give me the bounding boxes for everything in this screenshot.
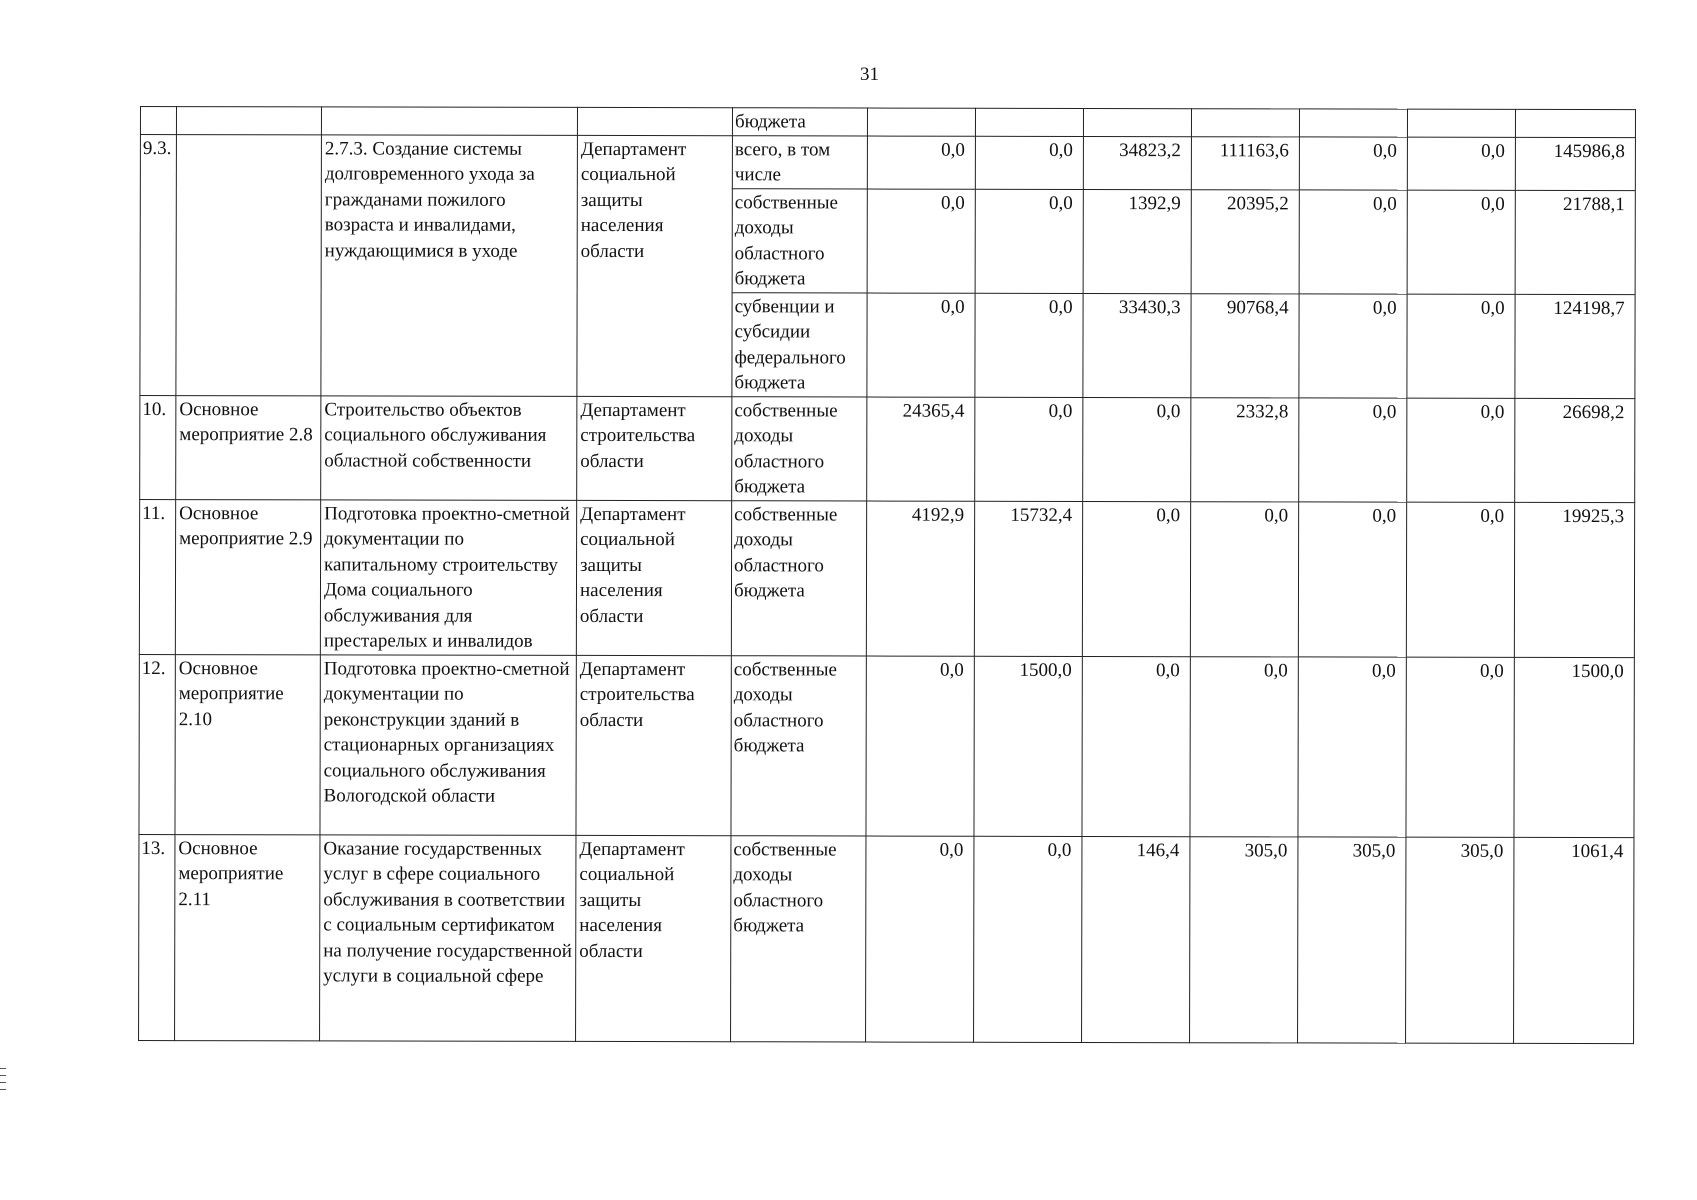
- funding-source-cell: всего, в том числе: [732, 135, 867, 188]
- table-row: [140, 134, 1635, 190]
- value-cell: 0,0: [975, 397, 1083, 501]
- executor-cell: Департамент социальной защиты населения области: [577, 135, 733, 396]
- value-cell: 15732,4: [974, 501, 1082, 656]
- funding-source-cell: собственные доходы областного бюджета: [731, 835, 866, 1041]
- row-index-cell: 9.3.: [140, 134, 177, 395]
- funding-source-cell: собственные доходы областного бюджета: [731, 655, 866, 835]
- value-cell: 0,0: [1406, 502, 1514, 657]
- value-cell: [1299, 109, 1407, 137]
- table-row: [139, 654, 1634, 837]
- name-cell: Строительство объектов социального обслуживания областной собственности: [321, 395, 577, 500]
- executor-cell: Департамент социальной защиты населения области: [576, 835, 731, 1041]
- funding-source-cell: собственные доходы областного бюджета: [731, 500, 866, 655]
- value-cell: 0,0: [1298, 501, 1406, 656]
- value-cell: 33430,3: [1083, 293, 1191, 397]
- margin-tick: [0, 1082, 6, 1083]
- row-index-cell: 11.: [139, 499, 175, 654]
- row-index-cell: 13.: [139, 834, 175, 1040]
- action-cell: Основное мероприятие 2.10: [175, 654, 320, 834]
- value-cell: 146,4: [1082, 836, 1190, 1042]
- value-cell: 0,0: [975, 189, 1083, 293]
- action-cell: [176, 107, 321, 135]
- executor-cell: Департамент социальной защиты населения области: [576, 500, 731, 655]
- value-cell: 0,0: [1190, 656, 1298, 836]
- value-cell: [1515, 109, 1635, 137]
- total-cell: 21788,1: [1515, 190, 1635, 294]
- value-cell: 34823,2: [1083, 136, 1191, 189]
- table-row: [140, 395, 1635, 502]
- value-cell: 0,0: [1298, 656, 1406, 836]
- value-cell: 90768,4: [1191, 293, 1299, 397]
- executor-cell: [577, 107, 732, 135]
- action-cell: Основное мероприятие 2.11: [175, 834, 320, 1040]
- value-cell: 0,0: [867, 136, 975, 189]
- value-cell: 1500,0: [974, 656, 1082, 836]
- name-cell: Подготовка проектно-сметной документации по реконструкции зданий в стационарных организациях социального обслуживания Вологодской области: [320, 654, 576, 835]
- funding-source-cell: собственные доходы областного бюджета: [732, 188, 867, 292]
- margin-tick: [0, 1089, 6, 1090]
- value-cell: [867, 108, 975, 136]
- table-row: [139, 499, 1634, 657]
- value-cell: 0,0: [1407, 398, 1515, 502]
- value-cell: 0,0: [866, 656, 974, 836]
- executor-cell: Департамент строительства области: [577, 396, 732, 500]
- action-cell: Основное мероприятие 2.9: [175, 499, 320, 654]
- scan-margin-marks: [0, 1068, 6, 1096]
- value-cell: 4192,9: [866, 501, 974, 656]
- value-cell: 111163,6: [1191, 136, 1299, 189]
- total-cell: 19925,3: [1514, 502, 1634, 657]
- total-cell: 26698,2: [1515, 398, 1635, 502]
- executor-cell: Департамент строительства области: [576, 655, 731, 835]
- value-cell: 0,0: [1299, 397, 1407, 501]
- value-cell: 0,0: [1407, 137, 1515, 190]
- value-cell: 0,0: [1190, 501, 1298, 656]
- budget-table: [138, 106, 1636, 1044]
- row-index-cell: 10.: [140, 395, 176, 499]
- value-cell: 0,0: [974, 836, 1082, 1042]
- value-cell: 0,0: [1299, 189, 1407, 293]
- action-cell: [176, 134, 322, 395]
- page-number: 31: [860, 64, 879, 85]
- funding-source-cell: собственные доходы областного бюджета: [732, 396, 867, 500]
- row-index-cell: [140, 107, 176, 135]
- total-cell: 145986,8: [1515, 137, 1635, 190]
- value-cell: 2332,8: [1191, 397, 1299, 501]
- value-cell: [1083, 108, 1191, 136]
- row-index-cell: 12.: [139, 654, 175, 834]
- value-cell: 0,0: [867, 293, 975, 397]
- value-cell: 0,0: [1299, 136, 1407, 189]
- name-cell: Оказание государственных услуг в сфере социального обслуживания в соответствии с социальным сертификатом на получение государственной услуги в социальной сфере: [320, 834, 576, 1041]
- value-cell: 20395,2: [1191, 189, 1299, 293]
- value-cell: [1191, 109, 1299, 137]
- name-cell: [321, 107, 577, 135]
- total-cell: 124198,7: [1515, 294, 1635, 398]
- total-cell: 1500,0: [1514, 657, 1634, 837]
- value-cell: 0,0: [975, 136, 1083, 189]
- margin-tick: [0, 1075, 6, 1076]
- total-cell: 1061,4: [1514, 837, 1634, 1043]
- value-cell: 1392,9: [1083, 189, 1191, 293]
- table-row: [140, 107, 1635, 138]
- value-cell: [975, 108, 1083, 136]
- value-cell: 305,0: [1298, 836, 1406, 1042]
- value-cell: 305,0: [1406, 837, 1514, 1043]
- action-cell: Основное мероприятие 2.8: [176, 395, 321, 499]
- value-cell: [1407, 109, 1515, 137]
- margin-tick: [0, 1068, 6, 1069]
- value-cell: 0,0: [1407, 190, 1515, 294]
- value-cell: 0,0: [1082, 656, 1190, 836]
- table-row: [139, 834, 1634, 1043]
- value-cell: 0,0: [1082, 501, 1190, 656]
- value-cell: 0,0: [867, 189, 975, 293]
- value-cell: 0,0: [1083, 397, 1191, 501]
- value-cell: 0,0: [1299, 293, 1407, 397]
- name-cell: Подготовка проектно-сметной документации по капитальному строительству Дома социального обслуживания для престарелых и инвалидов: [320, 499, 576, 655]
- value-cell: 0,0: [866, 836, 974, 1042]
- value-cell: 0,0: [1406, 657, 1514, 837]
- funding-source-cell: бюджета: [732, 108, 867, 136]
- value-cell: 305,0: [1190, 836, 1298, 1042]
- value-cell: 0,0: [1407, 294, 1515, 398]
- name-cell: 2.7.3. Создание системы долговременного ухода за гражданами пожилого возраста и инвалидами, нуждающимися в уходе: [321, 134, 578, 396]
- funding-source-cell: субвенции и субсидии федерального бюджета: [732, 292, 867, 396]
- value-cell: 24365,4: [867, 397, 975, 501]
- value-cell: 0,0: [975, 293, 1083, 397]
